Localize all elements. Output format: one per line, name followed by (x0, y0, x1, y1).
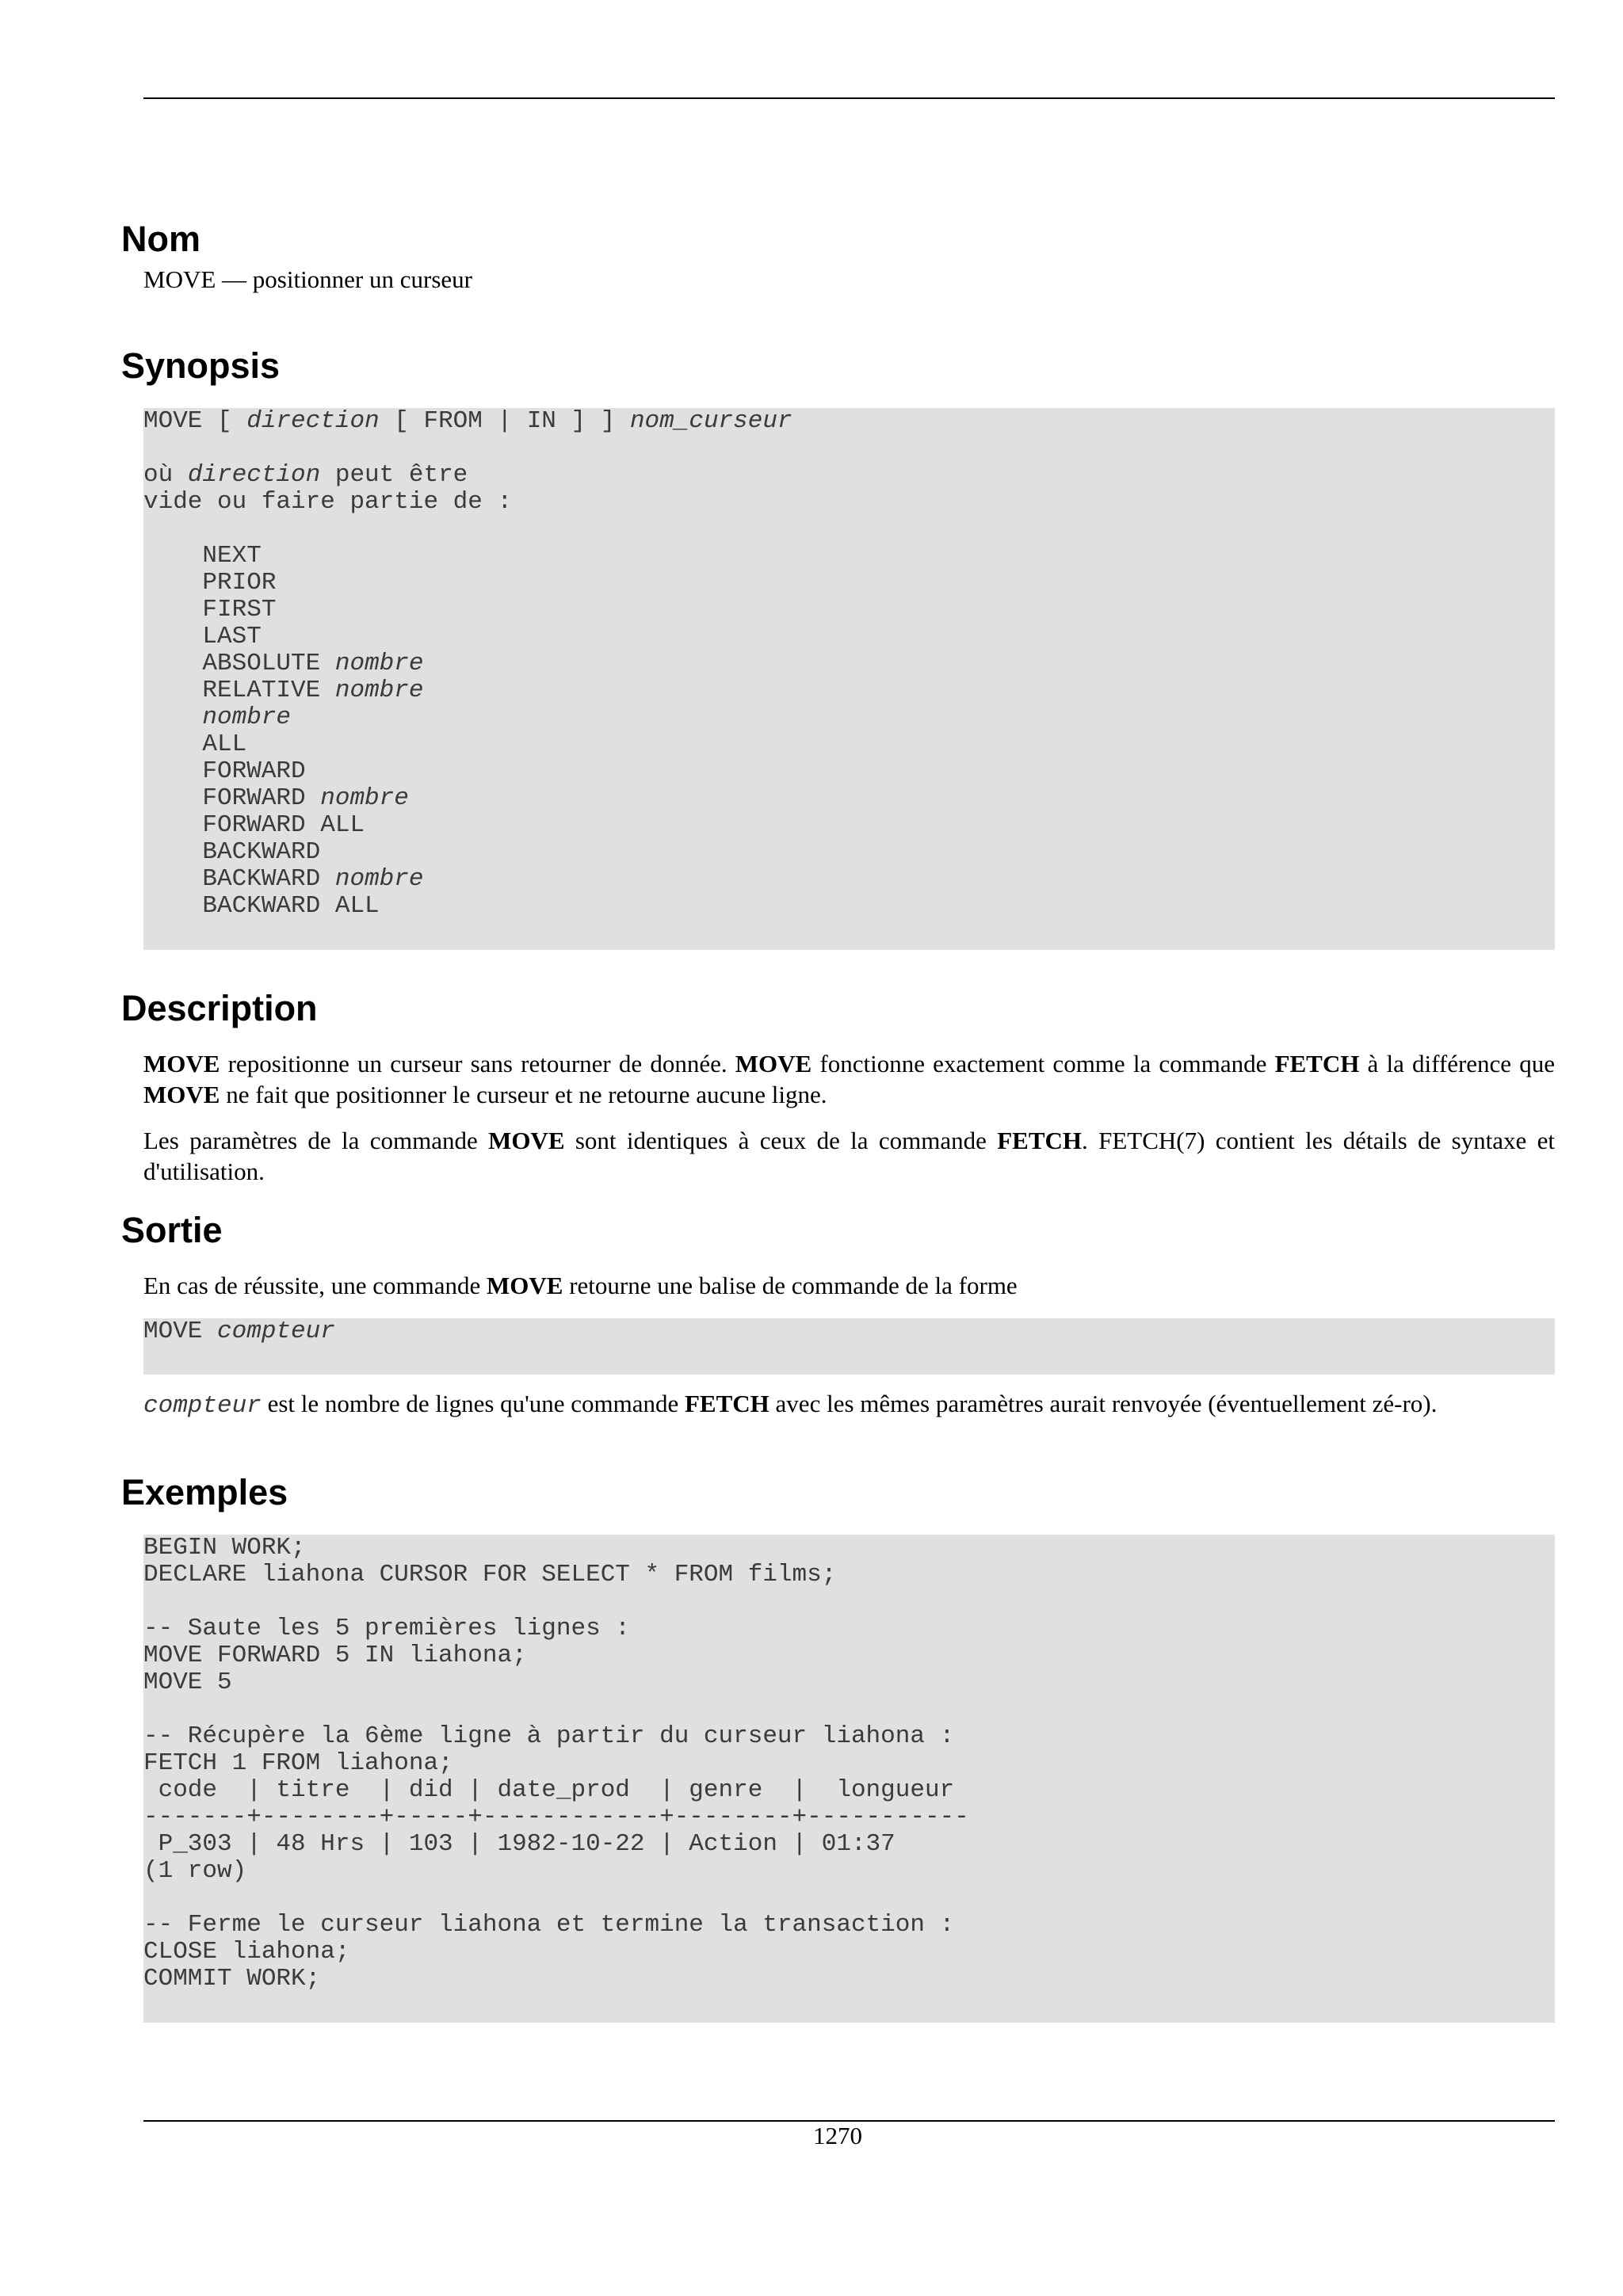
code-placeholder: direction (246, 408, 380, 435)
code-text: FETCH 1 FROM liahona; (143, 1749, 453, 1777)
code-line (143, 1318, 1555, 1345)
text-run: Les paramètres de la commande (143, 1127, 489, 1154)
code-text: vide ou faire partie de : (143, 488, 513, 516)
code-line (143, 1966, 1555, 1993)
code-placeholder: compteur (217, 1318, 335, 1345)
description-paragraph-1 (143, 1048, 1555, 1110)
code-line (143, 1777, 1555, 1804)
sortie-intro (143, 1270, 1555, 1301)
code-line (143, 1885, 1555, 1912)
code-line (143, 731, 1555, 758)
code-text: -- Saute les 5 premières lignes : (143, 1615, 630, 1642)
code-text: [ FROM | IN ] ] (379, 408, 630, 435)
code-line (143, 543, 1555, 570)
sortie-heading: Sortie (121, 1210, 223, 1250)
code-line (143, 704, 1555, 731)
text-run: est le nombre de lignes qu'une commande (261, 1390, 685, 1417)
code-line (143, 1912, 1555, 1939)
code-line (143, 1562, 1555, 1589)
code-text: FORWARD ALL (143, 811, 365, 839)
text-run: à la différence que (1359, 1050, 1555, 1077)
code-text: MOVE 5 (143, 1669, 232, 1696)
description-heading: Description (121, 988, 318, 1028)
code-line (143, 1669, 1555, 1696)
code-line (143, 1750, 1555, 1777)
exemples-code-block (143, 1535, 1555, 2023)
code-text: ABSOLUTE (143, 650, 335, 677)
code-text: MOVE [ (143, 408, 247, 435)
code-line (143, 1535, 1555, 1562)
code-placeholder: nombre (202, 704, 292, 731)
code-line (143, 516, 1555, 543)
code-line (143, 677, 1555, 704)
code-placeholder: nombre (320, 784, 409, 812)
synopsis-code-block (143, 408, 1555, 950)
sortie-code-block (143, 1318, 1555, 1375)
header-rule (143, 97, 1555, 99)
code-text: (1 row) (143, 1857, 247, 1885)
exemples-heading: Exemples (121, 1472, 288, 1512)
code-line (143, 1831, 1555, 1858)
text-run: retourne une balise de commande de la forme (563, 1272, 1018, 1299)
code-placeholder: nombre (334, 650, 424, 677)
code-text: BACKWARD (143, 865, 335, 893)
code-text: MOVE FORWARD 5 IN liahona; (143, 1642, 527, 1669)
command-keyword: MOVE (488, 1127, 565, 1154)
code-line (143, 785, 1555, 812)
code-text: PRIOR (143, 569, 277, 597)
text-run: . FETCH(7) contient les détails de syntaxe et d'utilisation. (143, 1127, 1555, 1185)
code-text: FIRST (143, 596, 277, 624)
code-line (143, 624, 1555, 650)
code-term: compteur (143, 1392, 262, 1420)
code-text: LAST (143, 623, 262, 650)
code-line (143, 1589, 1555, 1615)
code-text: P_303 | 48 Hrs | 103 | 1982-10-22 | Action | 01:37 (143, 1830, 896, 1858)
nom-heading: Nom (121, 219, 200, 259)
text-run: sont identiques à ceux de la commande (564, 1127, 998, 1154)
code-placeholder: nombre (334, 677, 424, 704)
text-run: ne fait que positionner le curseur et ne retourne aucune ligne. (220, 1081, 827, 1108)
code-line (143, 435, 1555, 462)
code-line (143, 408, 1555, 435)
command-keyword: MOVE (735, 1050, 812, 1077)
code-line (143, 866, 1555, 893)
code-line (143, 462, 1555, 489)
code-text (143, 704, 202, 731)
code-text: MOVE (143, 1318, 218, 1345)
code-line (143, 812, 1555, 839)
code-text: RELATIVE (143, 677, 335, 704)
code-text: peut être (320, 461, 468, 489)
description-paragraph-2 (143, 1125, 1555, 1187)
code-text: code | titre | did | date_prod | genre | longueur (143, 1776, 955, 1804)
synopsis-heading: Synopsis (121, 345, 281, 386)
code-line (143, 1939, 1555, 1966)
text-run: avec les mêmes paramètres aurait renvoyée (éventuellement zé-ro). (769, 1390, 1438, 1417)
text-run: repositionne un curseur sans retourner de donnée. (220, 1050, 735, 1077)
code-line (143, 1723, 1555, 1750)
code-text: NEXT (143, 542, 262, 570)
code-text: DECLARE liahona CURSOR FOR SELECT * FROM films; (143, 1561, 837, 1589)
code-text: ALL (143, 730, 247, 758)
code-text: FORWARD (143, 757, 306, 785)
command-keyword: FETCH (997, 1127, 1083, 1154)
command-keyword: FETCH (685, 1390, 769, 1417)
code-line (143, 839, 1555, 866)
command-keyword: MOVE (143, 1050, 220, 1077)
page-number: 1270 (813, 2122, 862, 2149)
command-keyword: MOVE (143, 1081, 220, 1108)
code-text: CLOSE liahona; (143, 1938, 350, 1966)
code-line (143, 1696, 1555, 1723)
command-keyword: FETCH (1274, 1050, 1360, 1077)
code-text: -- Ferme le curseur liahona et termine la transaction : (143, 1911, 955, 1939)
code-line (143, 489, 1555, 516)
code-text: FORWARD (143, 784, 321, 812)
text-run: En cas de réussite, une commande (143, 1272, 487, 1299)
code-text: où (143, 461, 188, 489)
code-text: BACKWARD ALL (143, 892, 380, 920)
code-line (143, 650, 1555, 677)
code-line (143, 758, 1555, 785)
code-line (143, 570, 1555, 597)
sortie-after (143, 1388, 1555, 1421)
code-line (143, 893, 1555, 920)
code-line (143, 1642, 1555, 1669)
code-text: BEGIN WORK; (143, 1535, 306, 1562)
text-run: fonctionne exactement comme la commande (812, 1050, 1275, 1077)
code-line (143, 597, 1555, 624)
code-line (143, 1804, 1555, 1831)
nom-text: MOVE — positionner un curseur (143, 265, 472, 293)
code-text: -- Récupère la 6ème ligne à partir du curseur liahona : (143, 1722, 955, 1750)
code-text: BACKWARD (143, 838, 321, 866)
code-line (143, 1615, 1555, 1642)
command-keyword: MOVE (487, 1272, 563, 1299)
code-line (143, 1858, 1555, 1885)
code-text: -------+--------+-----+------------+--------+----------- (143, 1803, 969, 1831)
code-text: COMMIT WORK; (143, 1965, 321, 1993)
code-placeholder: direction (187, 461, 321, 489)
code-placeholder: nom_curseur (629, 408, 792, 435)
code-placeholder: nombre (334, 865, 424, 893)
